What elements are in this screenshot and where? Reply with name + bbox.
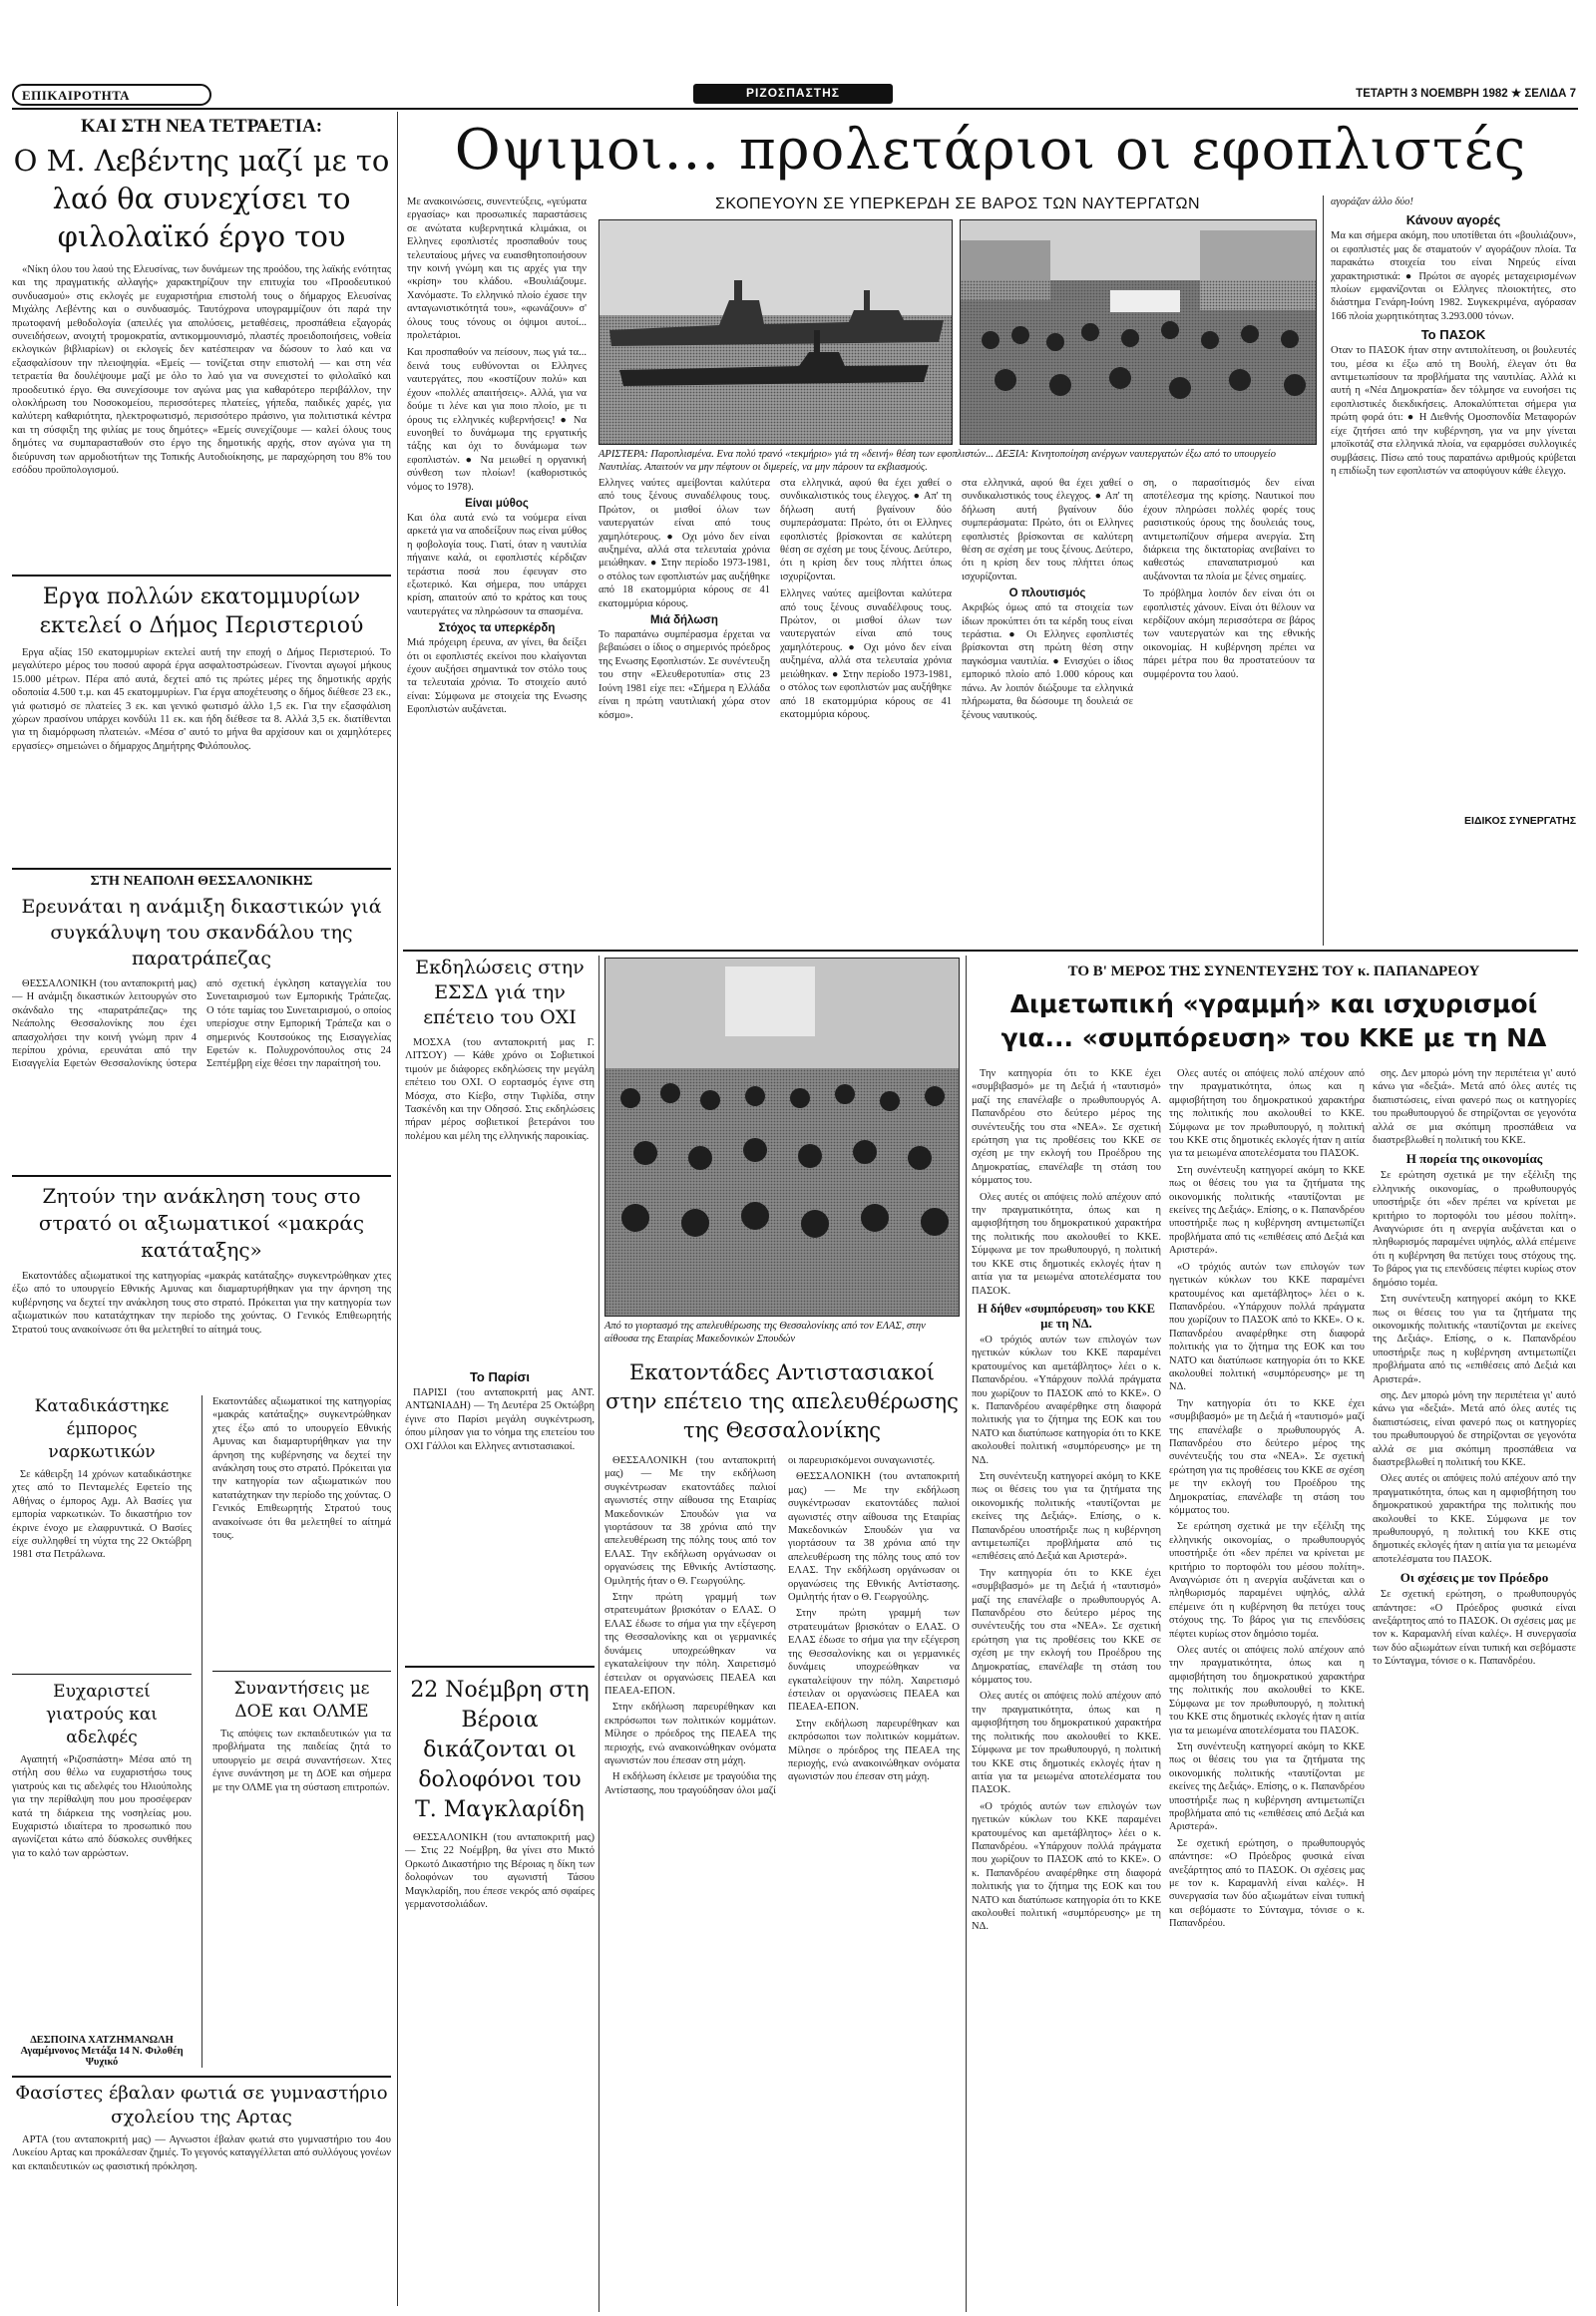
divider bbox=[12, 868, 391, 870]
article-title: Καταδικάστηκε έμπορος ναρκωτικών bbox=[34, 1396, 170, 1462]
interview-column-1 bbox=[972, 1067, 1161, 2312]
interview-kicker: ΤΟ Β' ΜΕΡΟΣ ΤΗΣ ΣΥΝΕΝΤΕΥΞΗΣ ΤΟΥ κ. ΠΑΠΑΝΔΡΕΟΥ bbox=[1067, 964, 1480, 979]
article-body: Τις απόψεις των εκπαιδευτικών για τα προβλήματα της παιδείας ζητά το υπουργείο με σειρά συναντήσεων. Χτες έγινε συνάντηση με τη ΔΟΕ και σήμερα με την ΟΛΜΕ για τη σύσταση επιτροπών. bbox=[211, 1729, 391, 1793]
article-kicker: ΣΤΗ ΝΕΑΠΟΛΗ ΘΕΣΣΑΛΟΝΙΚΗΣ bbox=[90, 874, 313, 889]
article-body: ΜΟΣΧΑ (του ανταποκριτή μας Γ. ΛΙΤΣΟΥ) — Κάθε χρόνο οι Σοβιετικοί τιμούν με διάφορες εκδηλώσεις την μεγάλη επέτειο του ΟΧΙ. Ο εορτασμός έγινε στη Μόσχα, στο Κίεβο, στην Τιφλίδα, στην Τασκένδη και την Οδησσό. Στις εκδηλώσεις πήραν μέρος σοβιετικοί βετεράνοι του πολέμου και μέλη της ελληνικής παροικίας. bbox=[405, 1037, 595, 1142]
article-body: σης. Δεν μπορώ μόνη την περιπέτεια γι' αυτό κάνω για «δεξιά». Μετά από όλες αυτές τις διαπιστώσεις, είναι φανερό πως οι κατηγορίες του πρωθυπουργού δε στηρίζονται σε γεγονότα αλλά σε μια σκόπιμη προσπάθεια να διαστρεβλωθεί η πολιτική του ΚΚΕ. bbox=[1373, 1389, 1576, 1468]
resistance-article-body bbox=[604, 1454, 960, 2312]
article-title: Ζητούν την ανάκληση τους στο στρατό οι αξιωματικοί «μακράς κατάταξης» bbox=[38, 1184, 365, 1262]
article-body: «Νίκη όλου του λαού της Ελευσίνας, των δυνάμεων της προόδου, της λαϊκής ενότητας και της πραγματικής αλλαγής» χαρακτηρίζουν την επιτυχία του «Προοδευτικού συνδυασμού» στις εκλογές με ευχαριστήρια επιστολή τους ο δήμαρχος Ελευσίνας Μιχάλης Λεβέντης και ο συνδυασμός. Ταυτόχρονα υπογραμμίζουν ότι παρά την πρωτοφανή μεθοδολογία (απειλές για απολύσεις, μεταθέσεις, προσπάθεια εξαγοράς συνειδήσεων, ανοιχτή τρομοκρατία, αντικομμουνισμό, πλαστές προειδοποιήσεις, νοθεία εκλογικών βιβλιαρίων) οι εκλογείς δεν κατέσπειραν να δώσουν το λαό και να εξασφαλίσουν την πλειοψηφία. «Εμείς — τονίζεται στην επιστολή — και στη νέα τετραετία θα δουλέψουμε μαζί με όλο το λαό για να συνεχιστεί το φιλολαϊκό και προοδευτικό έργο. Θα συνεχίσουμε τον αγώνα μας για καθαρότερο περιβάλλον, την ολοκλήρωση του Νοσοκομείου, περισσότερες πλατείες, γήπεδα, παιδικές χαρές, για καλύτερη καθαριότητα, ηλεκτροφωτισμό, περισσότερο πράσινο, για πολιτιστικά κέντρα και τη σύσφιξη της φιλίας με τους δημότες» «Εμείς συνεχίζουμε — καλεί όλους τους δημότες να συμπαρασταθούν στο έργο της δημοτικής αρχής, στον αγώνα για τη διεύρυνση των αρμοδιοτήτων της Τοπικής Αυτοδιοίκησης, με παραχώρηση του 8% του εσόδου προϋπολογισμού. bbox=[12, 264, 391, 477]
article-title: Εργα πολλών εκατομμυρίων εκτελεί ο Δήμος Περιστεριού bbox=[39, 584, 364, 638]
article-body: «Ο τρόχιός αυτών των επιλογών των ηγετικών κύκλων του ΚΚΕ παραμένει κρατουμένος και αμετάβλητος» λέει ο κ. Παπανδρέου. «Υπάρχουν πολλά πράγματα που χωρίζουν το ΠΑΣΟΚ από το ΚΚΕ». Ο κ. Παπανδρέου αναφέρθηκε στη διαφορά πολιτικής για το ζήτημα της ΕΟΚ και του ΝΑΤΟ και διατύπωσε κατηγορία ότι το ΚΚΕ ακολουθεί πολιτική «συμπόρευσης» με τη ΝΔ. bbox=[972, 1334, 1161, 1466]
main-column-b bbox=[598, 477, 770, 946]
article-body: Αγαπητή «Ριζοσπάστη» Μέσα από τη στήλη σου θέλω να ευχαριστήσω τους γιατρούς και τις αδελφές του Ηλιούπολης για την περίθαλψη που μου προσέφεραν κατά τη διάρκεια της νοσηλείας μου. Ευχαριστώ ιδιαίτερα το προσωπικό που αγωνίζεται κάτω από δύσκολες συνθήκες για το καλό των αρρώστων. bbox=[12, 1754, 192, 1859]
interview-column-2 bbox=[1169, 1067, 1365, 2312]
subheading: Ο πλουτισμός bbox=[1008, 587, 1086, 600]
article-body: Την κατηγορία ότι το ΚΚΕ έχει «συμβιβασμό» με τη Δεξιά ή «ταυτισμό» μαζί της επανέλαβε ο πρωθυπουργός Α. Παπανδρέου στο δεύτερο μέρος της συνέντευξής του στα «ΝΕΑ». Σε σχετική ερώτηση για τις προθέσεις του ΚΚΕ σε σχέση με την εκλογή του Προέδρου της Δημοκρατίας, επανέλαβε τη στάση του κόμματος του. bbox=[972, 1567, 1161, 1687]
article-body: Εργα αξίας 150 εκατομμυρίων εκτελεί αυτή την εποχή ο Δήμος Περιστεριού. Το μεγαλύτερο μέρος του ποσού αφορά έργα ασφαλτοστρώσεων. Γίνονται αγωγοί μήκους 15.000 μέτρων. Πέρα από αυτά, δεχτεί από τις πρώτες μέρες της δημοτικής αρχής οδοποιία 4.500 τ.μ. και 45 εκατομμυρίων. Για έργα αποχέτευσης ο δήμος διέθεσε 23 εκ., γιά φωτισμό σε πλατείες 3 εκ. και γενικό φωτισμό άλλο 1,5 εκ. Για την εξασφάλιση χώρων πρασίνου υπάρχει κονδύλι 11 εκ. και ήδη διέθεσε τα 8. Αλλά 3,5 εκ. διατίθενται για τη διαμόρφωση πλατειών. «Μέσα σ' αυτό το μήνα θα αρχίσουν και οι χαμηλότερες εργασίες» σημειώνει ο δήμαρχος Δημήτρης Φιλόπουλος. bbox=[12, 647, 391, 752]
interview-title-line-2: για... «συμπόρευση» του ΚΚΕ με τη ΝΔ bbox=[1000, 1023, 1547, 1052]
article-body: στα ελληνικά, αφού θα έχει χαθεί ο συνδικαλιστικός τους έλεγχος. ● Απ' τη δήλωση αυτή βγαίνουν δύο συμπεράσματα: Πρώτο, ότι οι Ελληνες εφοπλιστές βρίσκονται σε καλύτερη θέση σε σχέση με τους ξένους. Δεύτερο, ότι η κρίση δεν τους πλήττει όπως ισχυρίζονται. bbox=[780, 478, 952, 582]
article-title: 22 Νοέμβρη στη Βέροια δικάζονται οι δολοφόνοι του Τ. Μαγκλαρίδη bbox=[410, 1678, 590, 1822]
masthead-paper-name bbox=[693, 84, 893, 104]
article-body: Και όλα αυτά ενώ τα νούμερα είναι αρκετά για να αποδείξουν πως είναι μύθος η φοβολογία τους. Γιατί, όταν η ναυτιλία πήγαινε καλά, οι εφοπλιστές κέρδιζαν τεράστια ποσά που έφευγαν στο εξωτερικό. Και σήμερα, που υπάρχει κρίση, απαιτούν από το κράτος και τους ναυτεργάτες να πληρώσουν τα σπασμένα. bbox=[407, 512, 587, 617]
photo-liberation-graphic bbox=[605, 959, 960, 1317]
paper-name-text: ΡΙΖΟΣΠΑΣΤΗΣ bbox=[746, 86, 840, 100]
article-body: Ελληνες ναύτες αμείβονται καλύτερα από τους ξένους συναδέλφους τους. Πρώτον, οι μισθοί όλων των ναυτεργατών είναι από τους χαμηλότερους. ● Οχι μόνο δεν είναι αυξημένα, αλλά στα τελευταία χρόνια μειώθηκαν. ● Στην περίοδο 1973-1981, ο στόλος των εφοπλιστών μας αυξήθηκε από 18 εκατομμύρια κόρους σε 41 εκατομμύρια κόρους. bbox=[598, 478, 770, 609]
column-rule bbox=[1323, 195, 1324, 946]
article-body: Στη συνέντευξη κατηγορεί ακόμη το ΚΚΕ πως οι θέσεις του για τα ζητήματα της οικονομικής πολιτικής «ταυτίζονται με εκείνες της Δεξιάς». Επίσης, ο κ. Παπανδρέου υποστήριξε πως η κυβέρνηση αντιμετωπίζει προβλήματα από τις «επιθέσεις από Δεξιά και Αριστερά». bbox=[1169, 1164, 1365, 1257]
photo-protest-graphic bbox=[961, 220, 1317, 445]
article-body: Στην πρώτη γραμμή των στρατευμάτων βρισκόταν ο ΕΛΑΣ. Ο ΕΛΑΣ έδωσε το σήμα για την εξέγερση της Θεσσαλονίκης και οι γερμανικές δυνάμεις υποχρεώθηκαν να εγκαταλείψουν την πόλη. Χαιρετισμό έστειλαν οι οργανώσεις ΠΕΑΕΑ και ΠΕΑΕΑ-ΕΠΟΝ. bbox=[604, 1592, 776, 1697]
article-body: Το πρόβλημα λοιπόν δεν είναι ότι οι εφοπλιστές χάνουν. Είναι ότι θέλουν να κερδίζουν ακόμη περισσότερα σε βάρος των ναυτεργατών και της εθνικής οικονομίας. Η κυβέρνηση πρέπει να πάρει μέτρα που θα προστατεύουν τα συμφέροντα του λαού. bbox=[1143, 588, 1315, 680]
left-subcolumn bbox=[12, 1395, 192, 2068]
article-body: Στην πρώτη γραμμή των στρατευμάτων βρισκόταν ο ΕΛΑΣ. Ο ΕΛΑΣ έδωσε το σήμα για την εξέγερση της Θεσσαλονίκης και οι γερμανικές δυνάμεις υποχρεώθηκαν να εγκαταλείψουν την πόλη. Χαιρετισμό έστειλαν οι οργανώσεις ΠΕΑΕΑ και ΠΕΑΕΑ-ΕΠΟΝ. bbox=[788, 1608, 960, 1714]
section-rule bbox=[403, 950, 1578, 952]
article-body: Με ανακοινώσεις, συνεντεύξεις, «γεύματα εργασίας» και προσωπικές παραστάσεις σε ανώτατα κυβερνητικά κλιμάκια, οι Ελληνες εφοπλιστές προσπαθούν τους τελευταίους μήνες να ευαισθητοποιήσουν την κοινή γνώμη και τις αρχές για την «κρίση» του κλάδου. «Βουλιάζουμε. Χανόμαστε. Το ελληνικό πλοίο έχασε την ανταγωνιστικότητά του», «φωνάζουν» σ' όλους τους τόνους οι όψιμοι αυτοί... προλετάριοι. bbox=[407, 196, 587, 342]
article-body: Οταν το ΠΑΣΟΚ ήταν στην αντιπολίτευση, οι βουλευτές του, μέσα κι έξω από τη Βουλή, έλεγαν ότι θα αντιμετωπίσουν τα προβλήματα της ναυτιλίας. Αλλά κι αυτή η «Νέα Δημοκρατία» δεν τόλμησε να ευνοήσει τις εφοπλιστικές διεκδικήσεις. Αποκαλύπτεται σήμερα για πρώτη φορά ότι: ● Η Διεθνής Ομοσπονδία Μεταφορών είχε ζητήσει από την κυβέρνηση, για να μην γίνεται μποϊκοτάζ στα ελληνικά πλοία, να εφαρμόσει συλλογικές συμβάσεις. Πίσω από τους παραπάνω αριθμούς κρύβεται η επιδίωξη των εφοπλιστών να αποφύγουν κάθε έλεγχο. bbox=[1331, 345, 1576, 477]
article-body: Ελληνες ναύτες αμείβονται καλύτερα από τους ξένους συναδέλφους τους. Πρώτον, οι μισθοί όλων των ναυτεργατών είναι από τους χαμηλότερους. ● Οχι μόνο δεν είναι αυξημένα, αλλά στα τελευταία χρόνια μειώθηκαν. ● Στην περίοδο 1973-1981, ο στόλος των εφοπλιστών μας αυξήθηκε από 18 εκατομμύρια κόρους σε 41 εκατομμύρια κόρους. bbox=[780, 588, 952, 720]
article-body: «Ο τρόχιός αυτών των επιλογών των ηγετικών κύκλων του ΚΚΕ παραμένει κρατουμένος και αμετάβλητος» λέει ο κ. Παπανδρέου. «Υπάρχουν πολλά πράγματα που χωρίζουν το ΠΑΣΟΚ από το ΚΚΕ». Ο κ. Παπανδρέου αναφέρθηκε στη διαφορά πολιτικής για το ζήτημα της ΕΟΚ και του ΝΑΤΟ και διατύπωσε κατηγορία ότι το ΚΚΕ ακολουθεί πολιτική «συμπόρευσης» με τη ΝΔ. bbox=[972, 1800, 1161, 1933]
article-body: Μιά πρόχειρη έρευνα, αν γίνει, θα δείξει ότι οι εφοπλιστές εκείνοι που κλαίγονται έχουν αυξήσει σημαντικά τον στόλο τους τα τελευταία χρόνια. Το στοιχείο αυτό είναι: Σύμφωνα με στοιχεία της Ενωσης Εφοπλιστών αυξάνεται. bbox=[407, 637, 587, 716]
article-body: Ακριβώς όμως από τα στοιχεία των ίδιων προκύπτει ότι τα κέρδη τους είναι τεράστια. ● Οι Ελληνες εφοπλιστές βρίσκονται στη πρώτη θέση στην παγκόσμια ναυτιλία. ● Ενισχύει ο ίδιος εμπορικό πλοίο από 1.000 κόρους και πάνω. Αν λοιπόν διώξουμε τα ελληνικά πλήρωματα, θα δώσουμε τη δουλειά σε ξένους ναυτικούς. bbox=[962, 602, 1133, 721]
column-rule bbox=[201, 1395, 202, 2068]
article-body: αγοράζαν άλλο δύο! bbox=[1331, 196, 1413, 207]
main-subtitle: ΣΚΟΠΕΥΟΥΝ ΣΕ ΥΠΕΡΚΕΡΔΗ ΣΕ ΒΑΡΟΣ ΤΩΝ ΝΑΥΤΕΡΓΑΤΩΝ bbox=[714, 195, 1201, 212]
subheading: Οι σχέσεις με τον Πρόεδρο bbox=[1399, 1570, 1549, 1586]
photo-laid-up-ships bbox=[598, 219, 953, 445]
article-body: ΑΡΤΑ (του ανταποκριτή μας) — Αγνωστοι έβαλαν φωτιά στο γυμναστήριο του 4ου Λυκείου Αρτας και προκάλεσαν ζημιές. Το γεγονός καταγγέλλεται από συλλόγους γονέων και εκπαιδευτικών ως φασιστική πρόκληση. bbox=[12, 2134, 391, 2172]
main-lead-column bbox=[407, 195, 587, 946]
letter-signature: ΔΕΣΠΟΙΝΑ ΧΑΤΖΗΜΑΝΩΛΗ Αγαμέμνονος Μετάξα 14 Ν. Φιλοθέη Ψυχικό bbox=[20, 2035, 184, 2068]
interview-title-line-1: Διμετωπική «γραμμή» και ισχυρισμοί bbox=[1009, 989, 1538, 1018]
photo-laid-up-ships-graphic bbox=[599, 220, 953, 445]
article-body: Στη συνέντευξη κατηγορεί ακόμη το ΚΚΕ πως οι θέσεις του για τα ζητήματα της οικονομικής πολιτικής «ταυτίζονται με εκείνες της Δεξιάς». Επίσης, ο κ. Παπανδρέου υποστήριξε πως η κυβέρνηση αντιμετωπίζει προβλήματα από τις «επιθέσεις από Δεξιά και Αριστερά». bbox=[1373, 1294, 1576, 1385]
subheading: Είναι μύθος bbox=[465, 497, 529, 510]
article-body: στα ελληνικά, αφού θα έχει χαθεί ο συνδικαλιστικός τους έλεγχος. ● Απ' τη δήλωση αυτή βγαίνουν δύο συμπεράσματα: Πρώτο, ότι οι Ελληνες εφοπλιστές βρίσκονται σε καλύτερη θέση σε σχέση με τους ξένους. Δεύτερο, ότι η κρίση δεν τους πλήττει όπως ισχυρίζονται. bbox=[962, 478, 1133, 582]
article-body: Την κατηγορία ότι το ΚΚΕ έχει «συμβιβασμό» με τη Δεξιά ή «ταυτισμό» μαζί της επανέλαβε ο πρωθυπουργός Α. Παπανδρέου στο δεύτερο μέρος της συνέντευξής του στα «ΝΕΑ». Σε σχετική ερώτηση για τις προθέσεις του ΚΚΕ σε σχέση με την εκλογή του Προέδρου της Δημοκρατίας, επανέλαβε τη στάση του κόμματος του. bbox=[972, 1068, 1161, 1187]
main-side-column bbox=[1331, 195, 1576, 946]
main-headline: Οψιμοι... προλετάριοι οι εφοπλιστές bbox=[454, 118, 1527, 183]
divider bbox=[12, 2076, 391, 2078]
section-label-text: ΕΠΙΚΑΙΡΟΤΗΤΑ bbox=[22, 88, 131, 103]
divider bbox=[12, 1674, 192, 1675]
article-body: Σε σχετική ερώτηση, ο πρωθυπουργός απάντησε: «Ο Πρόεδρος φυσικά είναι ανεξάρτητος από το ΠΑΣΟΚ. Οι σχέσεις μας με τον κ. Καραμανλή είναι καλές». Η συνεργασία των δύο αξιωμάτων είναι τυπική και σεβόμαστε το Σύνταγμα, τόνισε ο κ. Παπανδρέου. bbox=[1169, 1837, 1365, 1930]
photo-caption: Από το γιορτασμό της απελευθέρωσης της Θεσσαλονίκης από τον ΕΛΑΣ, στην αίθουσα της Εταιρίας Μακεδονικών Σπουδών bbox=[604, 1321, 926, 1345]
article-body: Εκατοντάδες αξιωματικοί της κατηγορίας «μακράς κατάταξης» συγκεντρώθηκαν χτες έξω από το υπουργείο Εθνικής Αμυνας και διαμαρτυρήθηκαν για την άρνηση της κυβέρνησης να δεχτεί την ανάκληση τους στο στρατό. Πρόκειται για την κατηγορία των αξιωματικών που κατατάχτηκαν την περίοδο της χούντας. Ο Γενικός Επιθεωρητής Στρατού τους ανακοίνωσε ότι θα μελετηθεί το αίτημά τους. bbox=[12, 1271, 391, 1336]
article-title: Φασίστες έβαλαν φωτιά σε γυμναστήριο σχολείου της Αρτας bbox=[15, 2083, 388, 2127]
article-body: Μα και σήμερα ακόμη, που υποτίθεται ότι «βουλιάζουν», οι εφοπλιστές μας δε σταματούν ν' αγοράζουν πλοία. Τα παρακάτω στοιχεία του είναι Νηρεύς είναι χαρακτηριστικά: ● Πρώτοι σε αγορές μεταχειρισμένων πλοίων εμφανίζονται οι Ελληνες πλοιοκτήτες, στο διάστημα Γενάρη-Ιούνη 1982. Συγκεκριμένα, αγόρασαν 166 πλοία χωρητικότητας 3.293.000 τόνων. bbox=[1331, 230, 1576, 322]
article-body: ΘΕΣΣΑΛΟΝΙΚΗ (του ανταποκριτή μας) — Η ανάμιξη δικαστικών λειτουργών στο σκάνδαλο της «παρατράπεζας» της Νεάπολης Θεσσαλονίκης που έχει απασχολήσει την κοινή γνώμη πριν 4 περίπου χρόνια, ερευνάται από την Εισαγγελία Εφετών Θεσσαλονίκης ύστερα από σχετική έγκληση καταγγελία του Συνεταιρισμού των Εμπορικής Τράπεζας. Ο τότε ταμίας του Συνεταιρισμού, ο οποίος υπερίσχυε στην Εμπορική Τράπεζα και ο σημερινός Κουτσούκος της Εισαγγελίας Εφετών κ. Πολυχρονόπουλος στις 24 Σεπτέμβρη είχε θέσει την παραίτησή του. bbox=[12, 978, 391, 1070]
subheading: Η πορεία της οικονομίας bbox=[1405, 1151, 1543, 1167]
byline: ΕΙΔΙΚΟΣ ΣΥΝΕΡΓΑΤΗΣ bbox=[1464, 815, 1576, 828]
article-body: Ολες αυτές οι απόψεις πολύ απέχουν από την πραγματικότητα, όπως και η αμφισβήτηση του δημοκρατικού χαρακτήρα της πολιτικής που ακολουθεί το ΚΚΕ. Σύμφωνα με τον πρωθυπουργό, η πολιτική του ΚΚΕ στις δημοτικές εκλογές ήταν η αιτία για τα μειωμένα αποτελέσματα του ΠΑΣΟΚ. bbox=[1169, 1645, 1365, 1737]
article-body: Την κατηγορία ότι το ΚΚΕ έχει «συμβιβασμό» με τη Δεξιά ή «ταυτισμό» μαζί της επανέλαβε ο πρωθυπουργός Α. Παπανδρέου στο δεύτερο μέρος της συνέντευξής του στα «ΝΕΑ». Σε σχετική ερώτηση για τις προθέσεις του ΚΚΕ σε σχέση με την εκλογή του Προέδρου της Δημοκρατίας, επανέλαβε τη στάση του κόμματος του. bbox=[1169, 1397, 1365, 1516]
article-body: Σε ερώτηση σχετικά με την εξέλιξη της ελληνικής οικονομίας, ο πρωθυπουργός υποστήριξε ότι «δεν πρέπει να κρίνεται με κριτήριο το πορτοφόλι του μέσου πολίτη». Αναγνώρισε ότι η ανεργία αυξάνεται και ο πληθωρισμός παραμένει υψηλός, αλλά επέμεινε ότι η κυβέρνηση θα πετύχει τους στόχους της. Το βάρος για τις επενδύσεις πέφτει κυρίως στον δημόσιο τομέα. bbox=[1169, 1521, 1365, 1640]
article-title: Εκδηλώσεις στην ΕΣΣΔ γιά την επέτειο του ΟΧΙ bbox=[415, 957, 585, 1028]
article-title: Εκατοντάδες Αντιστασιακοί στην επέτειο της απελευθέρωσης της Θεσσαλονίκης bbox=[605, 1360, 959, 1442]
article-body: «Ο τρόχιός αυτών των επιλογών των ηγετικών κύκλων του ΚΚΕ παραμένει κρατουμένος και αμετάβλητος» λέει ο κ. Παπανδρέου. «Υπάρχουν πολλά πράγματα που χωρίζουν το ΠΑΣΟΚ από το ΚΚΕ». Ο κ. Παπανδρέου αναφέρθηκε στη διαφορά πολιτικής για το ζήτημα της ΕΟΚ και του ΝΑΤΟ και διατύπωσε κατηγορία ότι το ΚΚΕ ακολουθεί πολιτική «συμπόρευσης» με τη ΝΔ. bbox=[1169, 1261, 1365, 1393]
divider bbox=[12, 1175, 391, 1177]
main-column-e bbox=[1143, 477, 1315, 946]
article-kicker: ΚΑΙ ΣΤΗ ΝΕΑ ΤΕΤΡΑΕΤΙΑ: bbox=[80, 116, 323, 137]
photo-unemployed-seamen-protest bbox=[960, 219, 1317, 445]
subheading: Κάνουν αγορές bbox=[1405, 212, 1501, 228]
subheading: Μιά δήλωση bbox=[650, 614, 718, 627]
article-body: Στη συνέντευξη κατηγορεί ακόμη το ΚΚΕ πως οι θέσεις του για τα ζητήματα της οικονομικής πολιτικής «ταυτίζονται με εκείνες της Δεξιάς». Επίσης, ο κ. Παπανδρέου υποστήριξε πως η κυβέρνηση αντιμετωπίζει προβλήματα από τις «επιθέσεις από Δεξιά και Αριστερά». bbox=[1169, 1740, 1365, 1833]
column-rule bbox=[966, 956, 967, 2312]
header-rule bbox=[12, 108, 1578, 110]
article-body: ση, ο παρασίτισμός δεν είναι αποτέλεσμα της κρίσης. Ναυτικοί που έχουν πληρώσει πολλές φορές τους ρασιστικούς όρους της δουλειάς τους, αντιμετωπίζουν σήμερα ανεργία. Στη διάρκεια της δικτατορίας ανεβαίνει το καθεστώς επαναπατρισμού και αυξάνονται τα πλοία με ξένες σημαίες. bbox=[1143, 478, 1315, 582]
divider bbox=[405, 1666, 595, 1668]
article-body: ΘΕΣΣΑΛΟΝΙΚΗ (του ανταποκριτή μας) — Με την εκδήλωση συγκέντρωσαν εκατοντάδες παλιοί αγωνιστές στην αίθουσα της Εταιρίας Μακεδονικών Σπουδών για να γιορτάσουν τα 38 χρόνια από την απελευθέρωση της πόλης τους από τον ΕΛΑΣ. Την εκδήλωση οργάνωσαν οι οργανώσεις της Εθνικής Αντίστασης. Ομιλητής ήταν ο Θ. Γεωργούλης. bbox=[604, 1455, 776, 1587]
divider bbox=[12, 575, 391, 577]
divider bbox=[212, 1671, 391, 1672]
article-body: Σε ερώτηση σχετικά με την εξέλιξη της ελληνικής οικονομίας, ο πρωθυπουργός υποστήριξε ότι «δεν πρέπει να κρίνεται με κριτήριο το πορτοφόλι του μέσου πολίτη». Αναγνώρισε ότι η ανεργία αυξάνεται και ο πληθωρισμός παραμένει υψηλός, αλλά επέμεινε ότι η κυβέρνηση θα πετύχει τους στόχους της. Το βάρος για τις επενδύσεις πέφτει κυρίως στον δημόσιο τομέα. bbox=[1373, 1170, 1576, 1289]
article-body: Στη συνέντευξη κατηγορεί ακόμη το ΚΚΕ πως οι θέσεις του για τα ζητήματα της οικονομικής πολιτικής «ταυτίζονται με εκείνες της Δεξιάς». Επίσης, ο κ. Παπανδρέου υποστήριξε πως η κυβέρνηση αντιμετωπίζει προβλήματα από τις «επιθέσεις από Δεξιά και Αριστερά». bbox=[972, 1470, 1161, 1563]
photo-caption: ΑΡΙΣΤΕΡΑ: Παροπλισμένα. Ενα πολύ τρανό «τεκμήριο» γιά τη «δεινή» θέση των εφοπλιστών... ΔΕΞΙΑ: Κινητοποίηση ανέργων ναυτεργατών έξω από το υπουργείο Ναυτιλίας. Απαιτούν να μην πέφτουν οι διμερείς, να μην πάρουν τα εκβιασμούς. bbox=[598, 449, 1276, 473]
article-body: Σε σχετική ερώτηση, ο πρωθυπουργός απάντησε: «Ο Πρόεδρος φυσικά είναι ανεξάρτητος από το ΠΑΣΟΚ. Οι σχέσεις μας με τον κ. Καραμανλή είναι καλές». Η συνεργασία των δύο αξιωμάτων είναι τυπική και σεβόμαστε το Σύνταγμα, τόνισε ο κ. Παπανδρέου. bbox=[1373, 1589, 1576, 1668]
article-body: Ολες αυτές οι απόψεις πολύ απέχουν από την πραγματικότητα, όπως και η αμφισβήτηση του δημοκρατικού χαρακτήρα της πολιτικής που ακολουθεί το ΚΚΕ. Σύμφωνα με τον πρωθυπουργό, η πολιτική του ΚΚΕ στις δημοτικές εκλογές ήταν η αιτία για τα μειωμένα αποτελέσματα του ΠΑΣΟΚ. bbox=[1373, 1473, 1576, 1565]
article-body: Ολες αυτές οι απόψεις πολύ απέχουν από την πραγματικότητα, όπως και η αμφισβήτηση του δημοκρατικού χαρακτήρα της πολιτικής που ακολουθεί το ΚΚΕ. Σύμφωνα με τον πρωθυπουργό, η πολιτική του ΚΚΕ στις δημοτικές εκλογές ήταν η αιτία για τα μειωμένα αποτελέσματα του ΠΑΣΟΚ. bbox=[972, 1691, 1161, 1796]
article-body: ΠΑΡΙΣΙ (του ανταποκριτή μας ΑΝΤ. ΑΝΤΩΝΙΑΔΗ) — Τη Δευτέρα 25 Οκτώβρη έγινε στο Παρίσι μεγάλη συγκέντρωση, όπου μίλησαν για το νόημα της επετείου του ΟΧΙ Γάλλοι και Ελληνες αντιστασιακοί. bbox=[405, 1387, 595, 1452]
issue-date: ΤΕΤΑΡΤΗ 3 ΝΟΕΜΒΡΗ 1982 ★ ΣΕΛΙΔΑ 7 bbox=[1356, 88, 1576, 100]
article-title: Συναντήσεις με ΔΟΕ και ΟΛΜΕ bbox=[233, 1679, 370, 1722]
article-body: Στην εκδήλωση παρευρέθηκαν και εκπρόσωποι των πολιτικών κομμάτων. Μίλησε ο πρόεδρος της ΠΕΑΕΑ της περιοχής, ενώ ανακοινώθηκαν ονόματα αγωνιστών που έπεσαν στη μάχη. bbox=[604, 1702, 776, 1766]
middle-news-column bbox=[405, 956, 595, 2312]
article-body: ΘΕΣΣΑΛΟΝΙΚΗ (του ανταποκριτή μας) — Με την εκδήλωση συγκέντρωσαν εκατοντάδες παλιοί αγωνιστές στην αίθουσα της Εταιρίας Μακεδονικών Σπουδών για να γιορτάσουν τα 38 χρόνια από την απελευθέρωση της πόλης τους από τον ΕΛΑΣ. Την εκδήλωση οργάνωσαν οι οργανώσεις της Εθνικής Αντίστασης. Ομιλητής ήταν ο Θ. Γεωργούλης. bbox=[788, 1471, 960, 1604]
article-body: Σε κάθειρξη 14 χρόνων καταδικάστηκε χτες από το Πενταμελές Εφετείο της Αθήνας ο έμπορος Αχμ. Αλ Βασίες για εμπορία ναρκωτικών. Το δικαστήριο τον έκρινε ένοχο με ελαφρυντικά. Ο Βασίες είχε συλληφθεί τη νύχτα της 22 Οκτώβρη 1981 στα Πετράλωνα. bbox=[12, 1469, 192, 1561]
article-title: Ερευνάται η ανάμιξη δικαστικών γιά συγκάλυψη του σκανδάλου της παρατράπεζας bbox=[21, 896, 382, 969]
left-column bbox=[12, 112, 391, 2316]
interview-column-3 bbox=[1373, 1067, 1576, 2312]
column-rule bbox=[598, 956, 599, 2312]
article-body: ΘΕΣΣΑΛΟΝΙΚΗ (του ανταποκριτή μας) — Στις 22 Νοέμβρη, θα γίνει στο Μικτό Ορκωτό Δικαστήριο της Βέροιας η δίκη των δολοφόνων του αγωνιστή Τάσου Μαγκλαρίδη, που έπεσε νεκρός από σφαίρες γερμανοτσολιάδων. bbox=[405, 1832, 595, 1911]
article-body: Εκατοντάδες αξιωματικοί της κατηγορίας «μακράς κατάταξης» συγκεντρώθηκαν χτες έξω από το υπουργείο Εθνικής Αμυνας και διαμαρτυρήθηκαν για την άρνηση της κυβέρνησης να δεχτεί την ανάκληση τους στο στρατό. Πρόκειται για την κατηγορία των αξιωματικών που κατατάχτηκαν την περίοδο της χούντας. Ο Γενικός Επιθεωρητής Στρατού τους ανακοίνωσε ότι θα μελετηθεί το αίτημά τους. bbox=[211, 1396, 391, 1542]
subheading: Η δήθεν «συμπόρευση» του ΚΚΕ με τη ΝΔ. bbox=[978, 1301, 1155, 1331]
article-body: Ολες αυτές οι απόψεις πολύ απέχουν από την πραγματικότητα, όπως και η αμφισβήτηση του δημοκρατικού χαρακτήρα της πολιτικής που ακολουθεί το ΚΚΕ. Σύμφωνα με τον πρωθυπουργό, η πολιτική του ΚΚΕ στις δημοτικές εκλογές ήταν η αιτία για τα μειωμένα αποτελέσματα του ΠΑΣΟΚ. bbox=[1169, 1068, 1365, 1160]
subheading: Το Παρίσι bbox=[469, 1369, 531, 1384]
section-label bbox=[12, 84, 211, 106]
article-title: Ευχαριστεί γιατρούς και αδελφές bbox=[46, 1682, 158, 1747]
photo-liberation-celebration bbox=[604, 958, 960, 1317]
article-body: Και προσπαθούν να πείσουν, πως γιά τα... δεινά τους ευθύνονται οι Ελληνες ναυτεργάτες, που «κοστίζουν πολύ» και έχουν «πολλές απαιτήσεις». Αλλά, για να δούμε τι λένε και για ποιο πλοίο, με τι όρους τις ελληνικές κυβερνήσεις! ● Να ευνοηθεί το δυνάμωμα της εργατικής τάξης και όχι το δυνάμωμα των εφοπλιστών. ● Να μειωθεί η οργανική σύνθεση των πλοίων! (καθοριστικός νόμος το 1978). bbox=[407, 347, 587, 493]
column-rule bbox=[397, 112, 398, 2306]
article-body: Το παραπάνω συμπέρασμα έρχεται να βεβαιώσει ο ίδιος ο σημερινός πρόεδρος της Ενωσης Εφοπλιστών. Σε συνέντευξη του στην «Ελευθεροτυπία» στις 23 Ιούνη 1981 είχε πει: «Σήμερα η Ελλάδα είναι η πρώτη ναυτιλιακή χώρα στον κόσμο». bbox=[598, 629, 770, 721]
left-subcolumn bbox=[212, 1395, 391, 2068]
article-body: Στην εκδήλωση παρευρέθηκαν και εκπρόσωποι των πολιτικών κομμάτων. Μίλησε ο πρόεδρος της ΠΕΑΕΑ της περιοχής, ενώ ανακοινώθηκαν ονόματα αγωνιστών που έπεσαν στη μάχη. bbox=[788, 1718, 960, 1783]
article-body: Ολες αυτές οι απόψεις πολύ απέχουν από την πραγματικότητα, όπως και η αμφισβήτηση του δημοκρατικού χαρακτήρα της πολιτικής που ακολουθεί το ΚΚΕ. Σύμφωνα με τον πρωθυπουργό, η πολιτική του ΚΚΕ στις δημοτικές εκλογές ήταν η αιτία για τα μειωμένα αποτελέσματα του ΠΑΣΟΚ. bbox=[972, 1191, 1161, 1297]
subheading: Το ΠΑΣΟΚ bbox=[1420, 327, 1486, 343]
main-column-c bbox=[780, 477, 952, 946]
main-column-d bbox=[962, 477, 1133, 946]
interview-title bbox=[972, 987, 1576, 1055]
article-title: Ο Μ. Λεβέντης μαζί με το λαό θα συνεχίσει το φιλολαϊκό έργο του bbox=[13, 144, 390, 253]
article-body: σης. Δεν μπορώ μόνη την περιπέτεια γι' αυτό κάνω για «δεξιά». Μετά από όλες αυτές τις διαπιστώσεις, είναι φανερό πως οι κατηγορίες του πρωθυπουργού δε στηρίζονται σε γεγονότα αλλά σε μια σκόπιμη προσπάθεια να διαστρεβλωθεί η πολιτική του ΚΚΕ. bbox=[1373, 1068, 1576, 1147]
article-body: Η εκδήλωση έκλεισε με τραγούδια της Αντίστασης, που τραγούδησαν όλοι μαζί οι παρευρισκόμενοι συναγωνιστές. bbox=[604, 1455, 936, 1796]
subheading: Στόχος τα υπερκέρδη bbox=[438, 622, 556, 635]
